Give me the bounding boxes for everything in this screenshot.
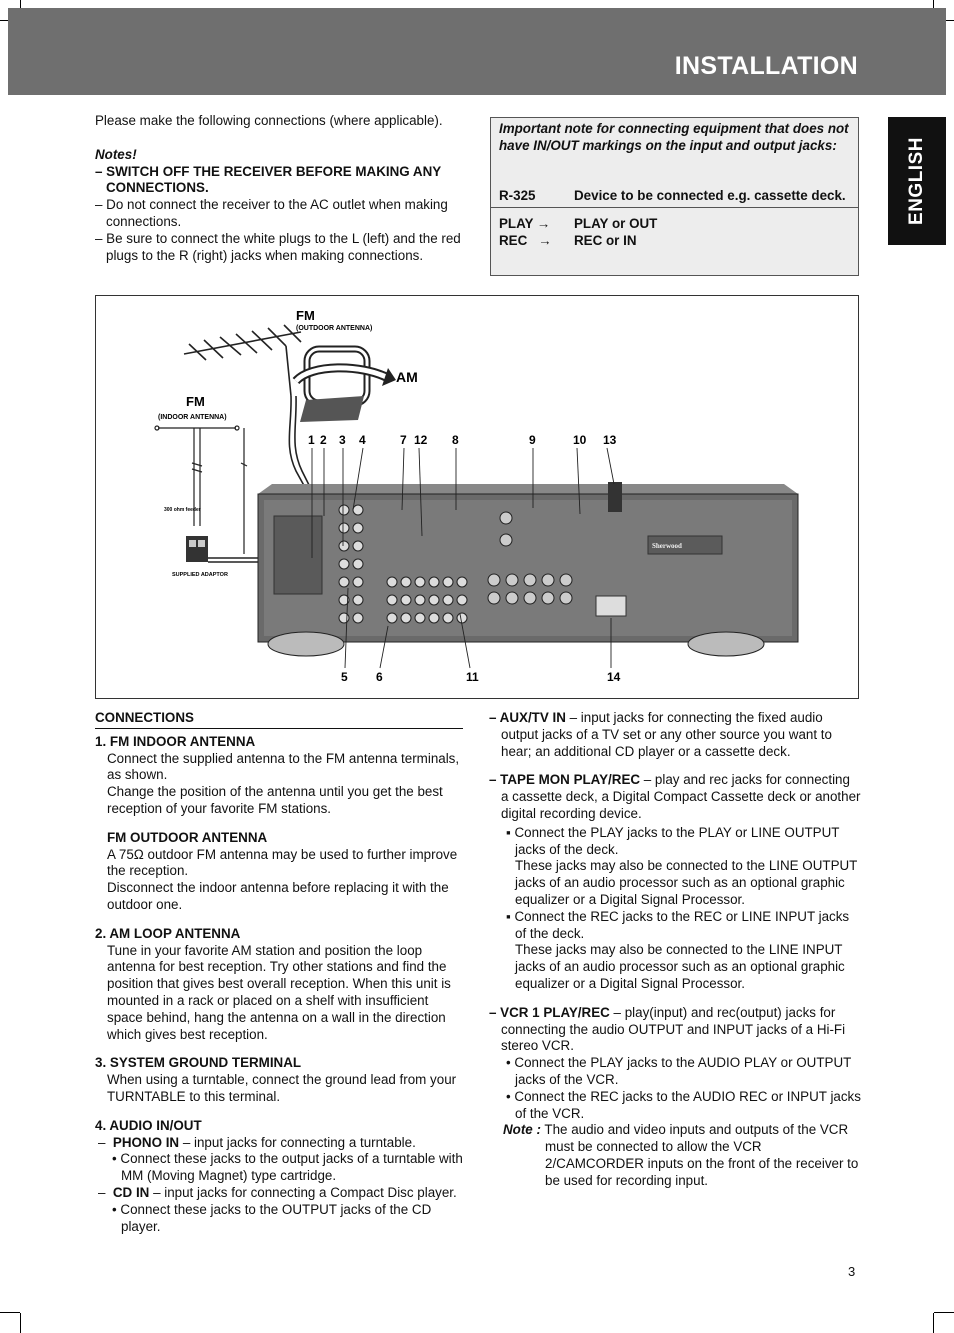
aux-heading: – AUX/TV IN [489,710,566,725]
feeder-label: 300 ohm feeder [164,507,201,513]
rca-jack [401,577,411,587]
crop-mark [0,1312,20,1313]
connections-column-left [95,710,465,1235]
crop-mark [20,1313,21,1333]
paragraph: Change the position of the antenna until you get the best reception of your favorite FM stations. [107,784,443,816]
section-heading: 4. AUDIO IN/OUT [95,1117,202,1133]
rca-jack [353,523,363,533]
callout-1: 1 [308,433,315,447]
important-note-box [490,117,859,276]
rca-jack [339,613,349,623]
aux-text: – input jacks for connecting the fixed audio output jacks of a TV set or any other source you want to hear; an additional CD player or a cassette deck. [501,710,832,759]
paragraph: Tune in your favorite AM station and position the loop antenna for best reception. Try other stations and find the position that gives best overall reception. When this unit is mounted in a rack or placed on a shelf with insufficient space behind, hang the antenna on a wall in the direction which gives best reception. [107,942,451,1042]
rca-jack [339,541,349,551]
connections-title: CONNECTIONS [95,710,463,729]
rca-jack [401,595,411,605]
tape-text: – play and rec jacks for connecting a cassette deck, a Digital Compact Cassette deck or another digital recording device. [501,772,861,821]
rca-jack [339,559,349,569]
divider [491,207,858,208]
rca-jack [339,505,349,515]
language-tab [888,117,946,245]
paragraph: Connect the supplied antenna to the FM antenna terminals, as shown. [107,750,460,783]
notes-title: Notes! [95,146,137,162]
tape-bullet-note: These jacks may also be connected to the LINE OUTPUT jacks of an audio processor such as an optional graphic equalizer or a Digital Signal Processor. [515,858,858,907]
rca-jack [443,577,453,587]
speaker-terminal [524,592,536,604]
crop-mark [934,1312,954,1313]
speaker-terminal [560,574,572,586]
speaker-terminal [560,592,572,604]
rca-jack [401,613,411,623]
callout-7: 7 [400,433,407,447]
tape-bullet: ▪ Connect the REC jacks to the REC or LINE INPUT jacks of the deck. [506,908,850,941]
rca-jack [353,613,363,623]
vcr-bullet: • Connect the REC jacks to the AUDIO REC or INPUT jacks of the VCR. [506,1088,861,1121]
rec-value: REC or IN [574,233,637,248]
intro-lead: Please make the following connections (where applicable). [95,113,443,128]
section-heading: 2. AM LOOP ANTENNA [95,925,241,941]
phono-heading: PHONO IN [112,1134,180,1150]
speaker-terminal [542,574,554,586]
speaker-terminal [500,534,512,546]
note-box-title: Important note for connecting equipment that does not have IN/OUT markings on the input and output jacks: [499,121,849,153]
note-item: – Do not connect the receiver to the AC outlet when making connections. [95,197,448,229]
paragraph: Disconnect the indoor antenna before replacing it with the outdoor one. [107,880,449,912]
callout-8: 8 [452,433,459,447]
vcr-note [489,1122,861,1189]
diagram-svg [96,296,858,698]
note-item: – SWITCH OFF THE RECEIVER BEFORE MAKING ANY CONNECTIONS. [95,163,441,196]
vcr-bullet: • Connect the PLAY jacks to the AUDIO PLAY or OUTPUT jacks of the VCR. [506,1055,852,1087]
rca-jack [443,613,453,623]
rca-jack [457,595,467,605]
speaker-terminal [488,574,500,586]
callout-2: 2 [320,433,327,447]
rca-jack [415,595,425,605]
tape-item [489,772,861,822]
fm-indoor-label: FM [186,394,205,409]
rca-jack [387,577,397,587]
rca-jack [429,595,439,605]
callout-10: 10 [573,433,587,447]
connection-diagram [95,295,859,699]
section-heading: FM OUTDOOR ANTENNA [107,829,268,845]
callout-12: 12 [414,433,428,447]
rca-jack [353,541,363,551]
rca-jack [457,577,467,587]
callout-14: 14 [607,670,621,684]
rca-jack [353,595,363,605]
cd-bullet: • Connect these jacks to the OUTPUT jacks of the CD player. [112,1201,432,1234]
vcr-heading: – VCR 1 PLAY/REC [489,1004,610,1020]
rca-jack [339,577,349,587]
rca-jack [387,595,397,605]
fm-outdoor-label: FM [296,308,315,323]
rca-jack [429,613,439,623]
aux-item [489,710,861,760]
callout-9: 9 [529,433,536,447]
rca-jack [443,595,453,605]
phono-bullet: • Connect these jacks to the output jacks of a turntable with MM (Moving Magnet) type cartridge. [112,1151,463,1184]
page-header [8,8,946,95]
speaker-terminal [488,592,500,604]
note-text: The audio and video inputs and outputs of the VCR must be connected to allow the VCR 2/CAMCORDER inputs on the front of the receiver to be used for recording input. [540,1122,859,1188]
callout-3: 3 [339,433,346,447]
paragraph: When using a turntable, connect the ground lead from your TURNTABLE to this terminal. [107,1072,457,1104]
intro-section [95,113,467,264]
callout-13: 13 [603,433,617,447]
model-label: R-325 [499,188,536,203]
tape-bullet-note: These jacks may also be connected to the LINE INPUT jacks of an audio processor such as an optional graphic equalizer or a Digital Signal Processor. [515,942,845,991]
rca-jack [457,613,467,623]
section-heading: 1. FM INDOOR ANTENNA [95,733,256,749]
language-label: ENGLISH [906,137,927,225]
note-item: – Be sure to connect the white plugs to the L (left) and the red plugs to the R (right) jacks when making connections. [95,230,461,263]
callout-numbers-bottom [341,670,621,684]
adaptor-label: SUPPLIED ADAPTOR [172,572,228,578]
phono-item: – PHONO IN – input jacks for connecting a turntable. [98,1134,416,1150]
callout-numbers-top [308,433,617,447]
callout-5: 5 [341,670,348,684]
crop-mark [933,1313,934,1333]
note-label: Note : [503,1122,541,1138]
rca-jack [353,559,363,569]
fm-indoor-sublabel: (INDOOR ANTENNA) [158,414,227,421]
speaker-terminal [506,574,518,586]
cd-heading: CD IN [112,1184,150,1200]
rca-jack [387,613,397,623]
callout-4: 4 [359,433,366,447]
connections-column-right [489,710,861,1190]
callout-11: 11 [466,670,479,684]
page-number: 3 [848,1264,856,1279]
tape-bullet: ▪ Connect the PLAY jacks to the PLAY or LINE OUTPUT jacks of the deck. [506,824,840,857]
rec-label: REC → [499,233,552,248]
rca-jack [415,577,425,587]
rca-jack [429,577,439,587]
cd-item: – CD IN – input jacks for connecting a Compact Disc player. [98,1184,457,1200]
brand-label: Sherwood [652,542,682,550]
vcr-text: – play(input) and rec(output) jacks for connecting the audio OUTPUT and INPUT jacks of a Hi-Fi stereo VCR. [501,1004,846,1054]
rca-jack [353,505,363,515]
rca-jack [415,613,425,623]
fm-outdoor-sublabel: (OUTDOOR ANTENNA) [296,325,373,332]
speaker-terminal [506,592,518,604]
am-label: AM [396,369,418,385]
device-hint: Device to be connected e.g. cassette deck. [574,188,846,203]
play-label: PLAY → [499,216,551,231]
section-heading: 3. SYSTEM GROUND TERMINAL [95,1055,302,1071]
speaker-terminal [542,592,554,604]
tape-heading: – TAPE MON PLAY/REC [489,772,641,788]
phono-text: – input jacks for connecting a turntable. [179,1134,416,1150]
vcr-item [489,1005,861,1055]
fm-indoor-antenna-icon [155,426,247,554]
speaker-terminal [524,574,536,586]
rca-jack [339,523,349,533]
play-value: PLAY or OUT [574,216,658,231]
page-title: INSTALLATION [674,52,858,80]
am-loop-antenna-icon [296,349,396,422]
callout-6: 6 [376,670,383,684]
cd-text: – input jacks for connecting a Compact Disc player. [149,1184,457,1200]
rca-jack [353,577,363,587]
paragraph: A 75Ω outdoor FM antenna may be used to further improve the reception. [107,846,458,879]
speaker-terminal [500,512,512,524]
